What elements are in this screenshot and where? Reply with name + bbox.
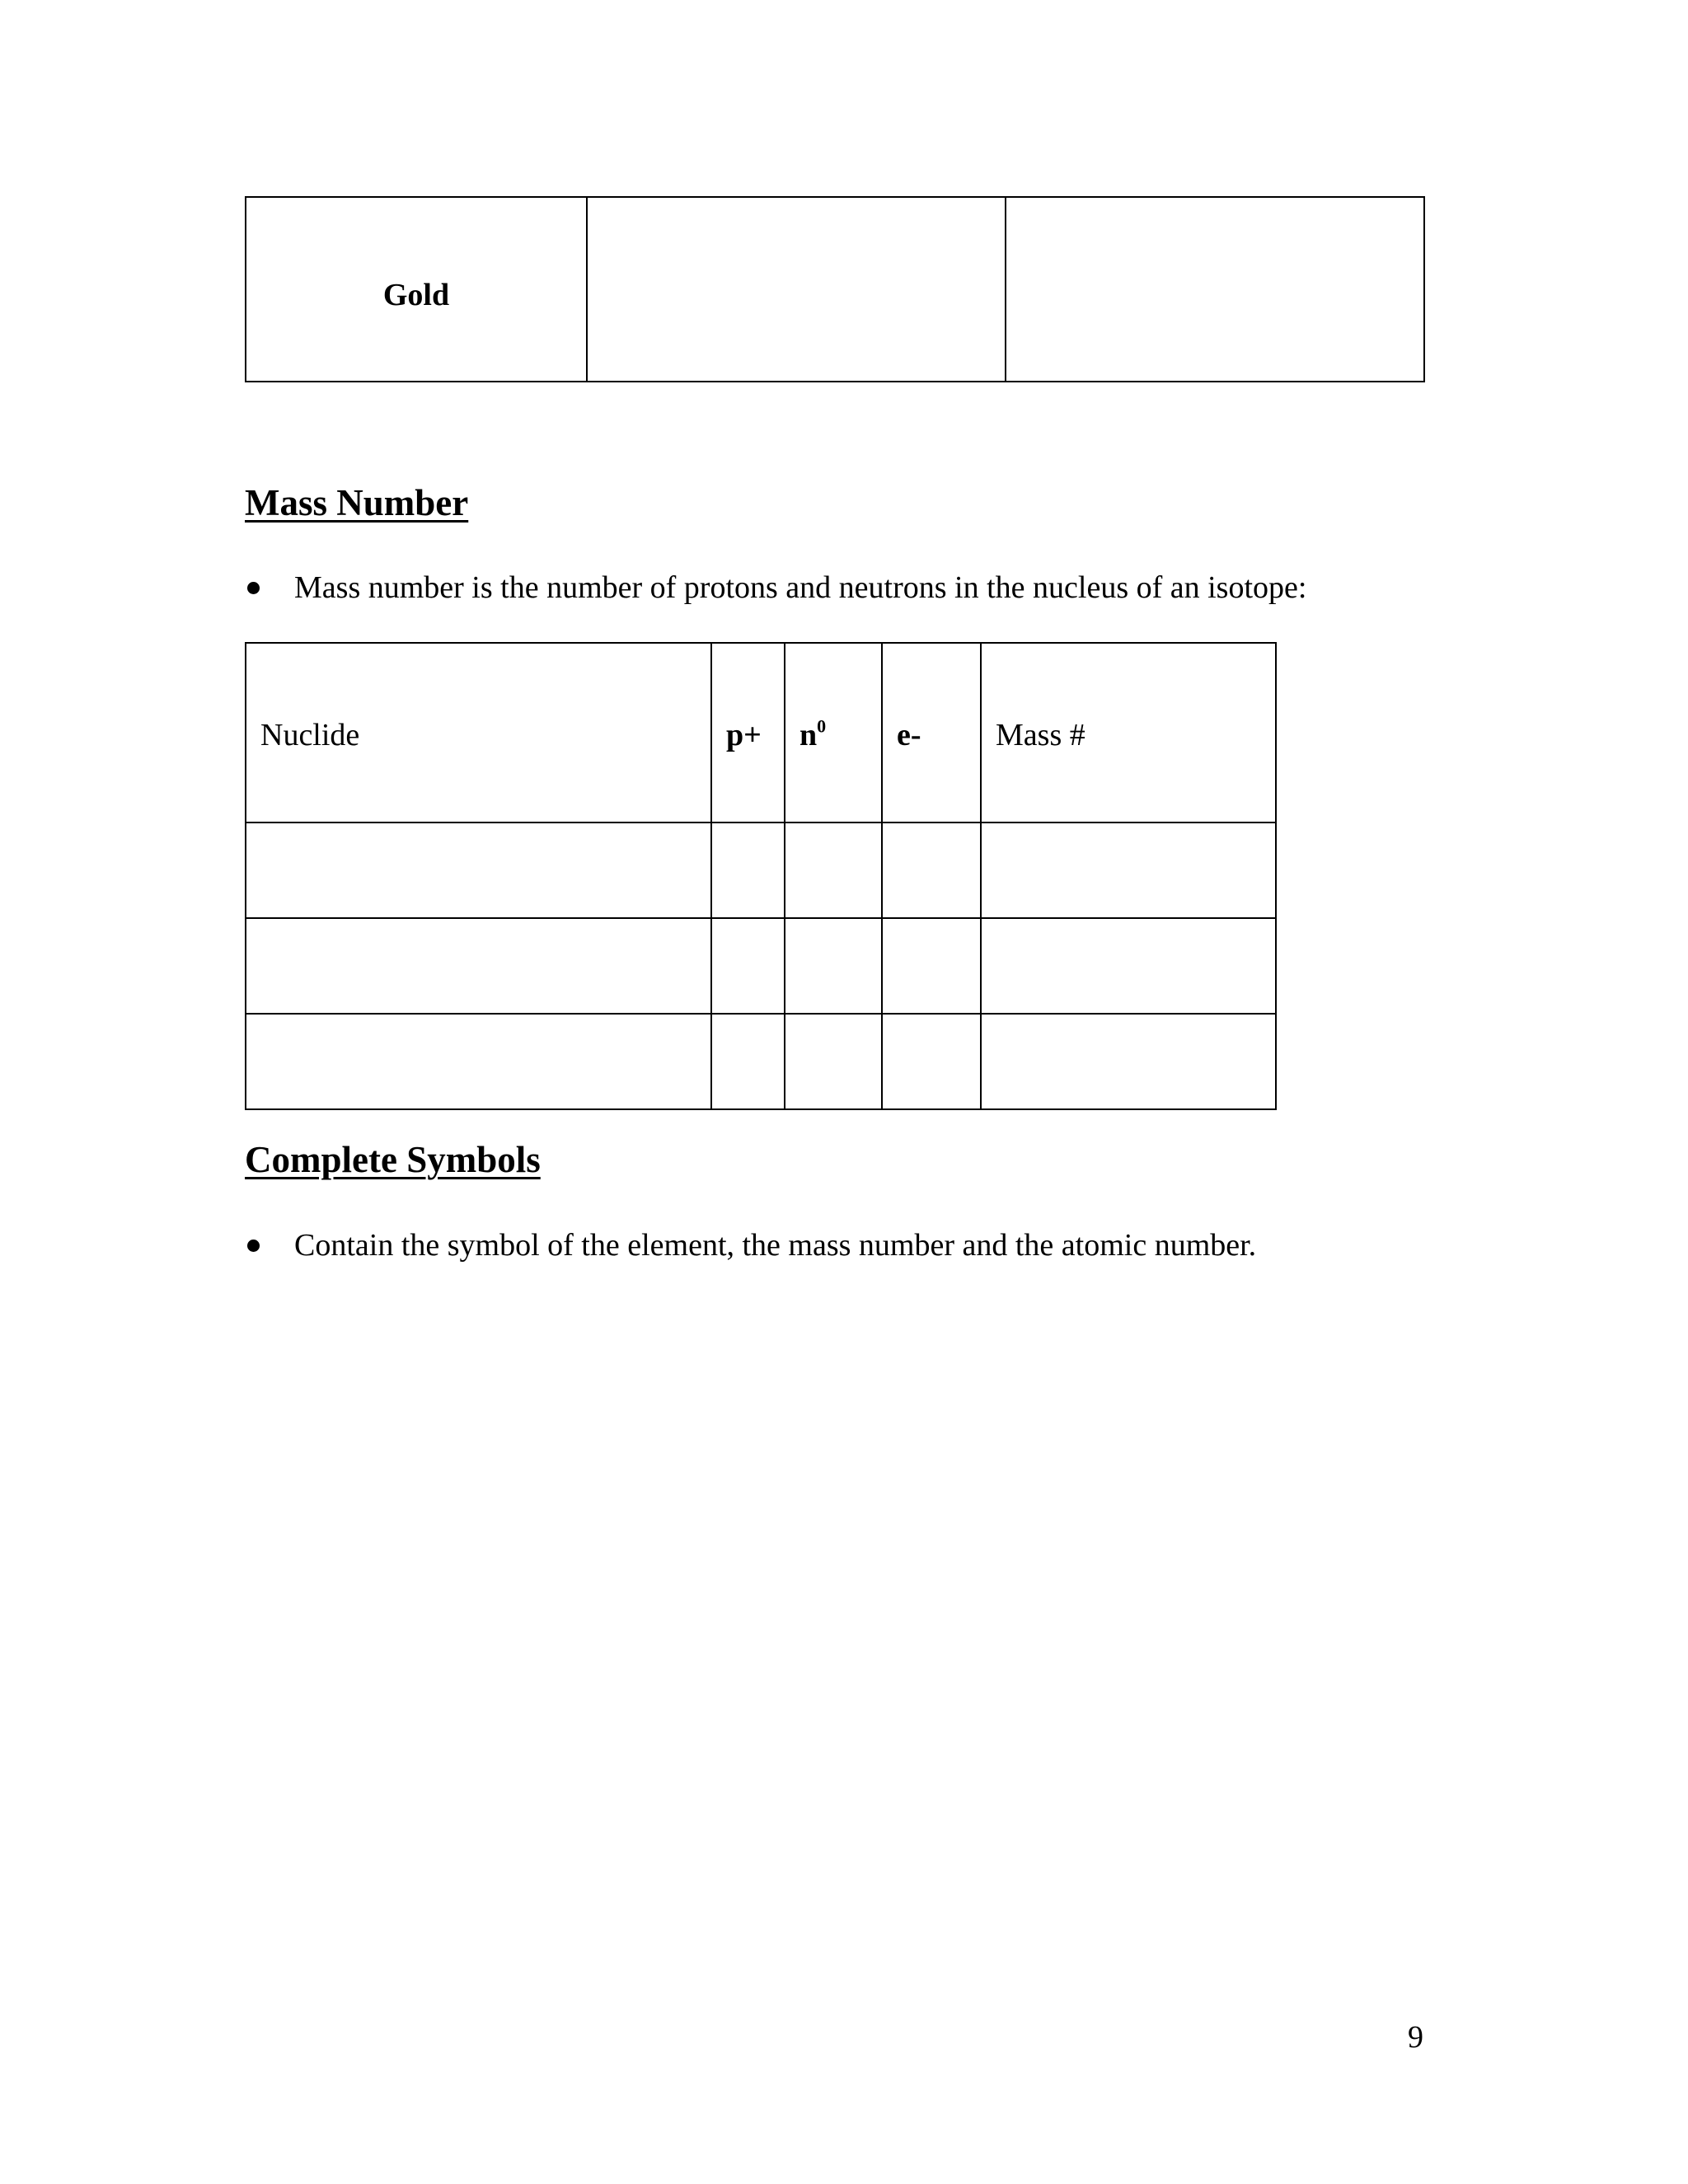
empty-cell: [785, 1014, 882, 1109]
empty-cell: [981, 1014, 1276, 1109]
empty-cell: [246, 918, 711, 1014]
empty-cell: [882, 918, 981, 1014]
empty-cell: [711, 918, 785, 1014]
nuclide-table: [245, 642, 1277, 1110]
empty-cell: [587, 197, 1006, 382]
neutrons-base: n: [799, 718, 818, 752]
bullet-icon: [247, 582, 260, 594]
table-header-row: [246, 643, 1276, 823]
bullet-text: Mass number is the number of protons and neutrons in the nucleus of an isotope:: [294, 570, 1307, 605]
page-number: 9: [1408, 2020, 1423, 2055]
empty-cell: [981, 918, 1276, 1014]
table-row: [246, 918, 1276, 1014]
header-mass: Mass #: [981, 643, 1276, 823]
header-electrons: e-: [882, 643, 981, 823]
empty-cell: [246, 823, 711, 918]
empty-cell: [785, 823, 882, 918]
empty-cell: [882, 1014, 981, 1109]
empty-cell: [785, 918, 882, 1014]
empty-cell: [1006, 197, 1424, 382]
header-neutrons: [785, 643, 882, 823]
complete-symbols-heading: Complete Symbols: [245, 1139, 541, 1180]
bullet-icon: [247, 1240, 260, 1252]
complete-symbols-bullet: [245, 1230, 1256, 1261]
table-row: [246, 823, 1276, 918]
bullet-text: Contain the symbol of the element, the mass number and the atomic number.: [294, 1228, 1257, 1263]
empty-cell: [882, 823, 981, 918]
mass-number-bullet: [245, 572, 1306, 603]
empty-cell: [711, 1014, 785, 1109]
table-row: [246, 1014, 1276, 1109]
neutrons-superscript: 0: [817, 715, 827, 737]
header-protons: p+: [711, 643, 785, 823]
mass-number-heading: Mass Number: [245, 482, 469, 523]
empty-cell: [711, 823, 785, 918]
table-row: [246, 197, 1424, 382]
empty-cell: [981, 823, 1276, 918]
element-name-cell: Gold: [246, 197, 587, 382]
element-table-continued: [245, 196, 1425, 382]
header-nuclide: Nuclide: [246, 643, 711, 823]
empty-cell: [246, 1014, 711, 1109]
